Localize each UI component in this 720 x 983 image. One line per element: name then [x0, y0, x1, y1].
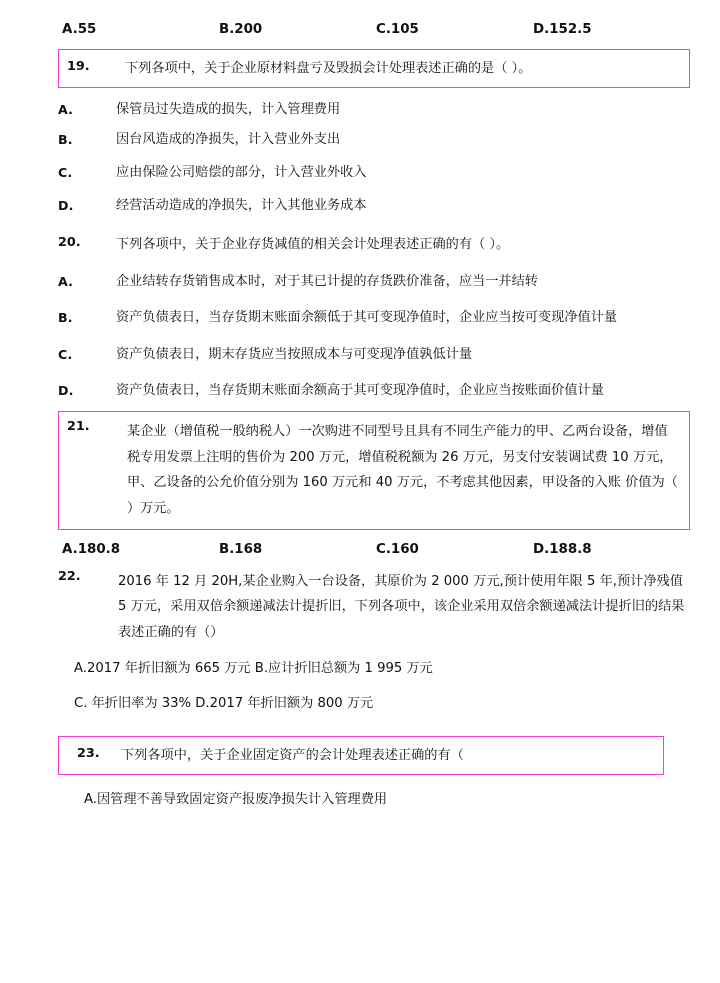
question-23-stem: 下列各项中，关于企业固定资产的会计处理表述正确的有（ [121, 748, 464, 764]
option-text: 资产负债表日，当存货期末账面余额低于其可变现净值时，企业应当按可变现净值计量 [116, 310, 618, 326]
option-text: 保管员过失造成的损失，计入管理费用 [116, 102, 341, 118]
question-20-number: 20. [58, 234, 81, 250]
answer-option-d: D.188.8 [533, 541, 592, 557]
question-20-option-c [58, 345, 690, 365]
spacer [58, 726, 690, 732]
question-20-option-a [58, 272, 690, 292]
question-21-stem: 某企业（增值税一般纳税人）一次购进不同型号且具有不同生产能力的甲、乙两台设备，增值税专用发票上注明的售价为 200 万元，增值税税额为 26 万元，另支付安装调试费 10 万元，甲、乙设备的公允价值分别为 160 万元和 40 万元，不考虑其他因素，甲设备的入账 价值为（ ）万元。 [127, 423, 678, 517]
question-22-number: 22. [58, 568, 81, 584]
question-20-stem-row [58, 233, 690, 256]
question-20-option-d [58, 381, 690, 401]
question-22-option-line-1: A.2017 年折旧额为 665 万元 B.应计折旧总额为 1 995 万元 [74, 660, 433, 676]
question-20-stem: 下列各项中，关于企业存货减值的相关会计处理表述正确的有（ ）。 [116, 236, 510, 252]
option-text: 企业结转存货销售成本时，对于其已计提的存货跌价准备，应当一并结转 [116, 274, 538, 289]
question-22-stem: 2016 年 12 月 20H,某企业购入一台设备，其原价为 2 000 万元,预计使用年限 5 年,预计净残值 5 万元，采用双倍余额递减法计提折旧，下列各项中，该企业采用双倍余额递减法计提折旧的结果表述正确的有（） [118, 573, 685, 641]
question-19-option-c [58, 163, 690, 183]
option-label: A. [58, 102, 74, 118]
option-label: B. [58, 131, 73, 147]
question-23-stem-row [67, 744, 653, 767]
option-text: 应由保险公司赔偿的部分，计入营业外收入 [116, 165, 367, 180]
question-23-number: 23. [77, 746, 100, 762]
question-19-stem: 下列各项中，关于企业原材料盘亏及毁损会计处理表述正确的是（ ）。 [125, 61, 532, 76]
question-19-option-a [58, 100, 690, 120]
question-19-option-b [58, 130, 690, 150]
question-21-highlight-box [58, 411, 690, 530]
option-label: D. [58, 198, 74, 214]
question-21-stem-row [67, 419, 679, 522]
option-text: 资产负债表日，当存货期末账面余额高于其可变现净值时，企业应当按账面价值计量 [116, 383, 604, 399]
option-label: B. [58, 310, 73, 326]
question-19-number: 19. [67, 59, 90, 74]
answer-option-b: B.200 [219, 22, 263, 37]
question-20-option-b [58, 308, 690, 328]
question-19-highlight-box [58, 49, 690, 88]
option-label: D. [58, 383, 74, 399]
question-23-option-a: A.因管理不善导致固定资产报废净损失计入管理费用 [84, 792, 388, 808]
answer-option-d: D.152.5 [533, 22, 592, 37]
question-19-option-d [58, 196, 690, 216]
option-label: C. [58, 346, 73, 362]
question-21-number: 21. [67, 418, 90, 434]
answer-option-c: C.105 [376, 22, 419, 37]
question-19-stem-row [67, 57, 679, 80]
option-text: 经营活动造成的净损失，计入其他业务成本 [116, 198, 367, 214]
option-label: C. [58, 165, 73, 180]
option-label: A. [58, 274, 74, 289]
answer-row-q21 [58, 542, 690, 557]
question-22-stem-row [58, 569, 690, 646]
question-22-option-line-2: C. 年折旧率为 33% D.2017 年折旧额为 800 万元 [74, 696, 374, 712]
answer-option-b: B.168 [219, 541, 263, 557]
answer-option-c: C.160 [376, 541, 419, 557]
option-text: 因台风造成的净损失，计入营业外支出 [116, 131, 341, 147]
option-text: 资产负债表日，期末存货应当按照成本与可变现净值孰低计量 [116, 346, 473, 362]
answer-row-top [58, 22, 690, 37]
answer-option-a: A.55 [62, 22, 97, 37]
question-23-highlight-box [58, 736, 664, 775]
answer-option-a: A.180.8 [62, 541, 121, 557]
